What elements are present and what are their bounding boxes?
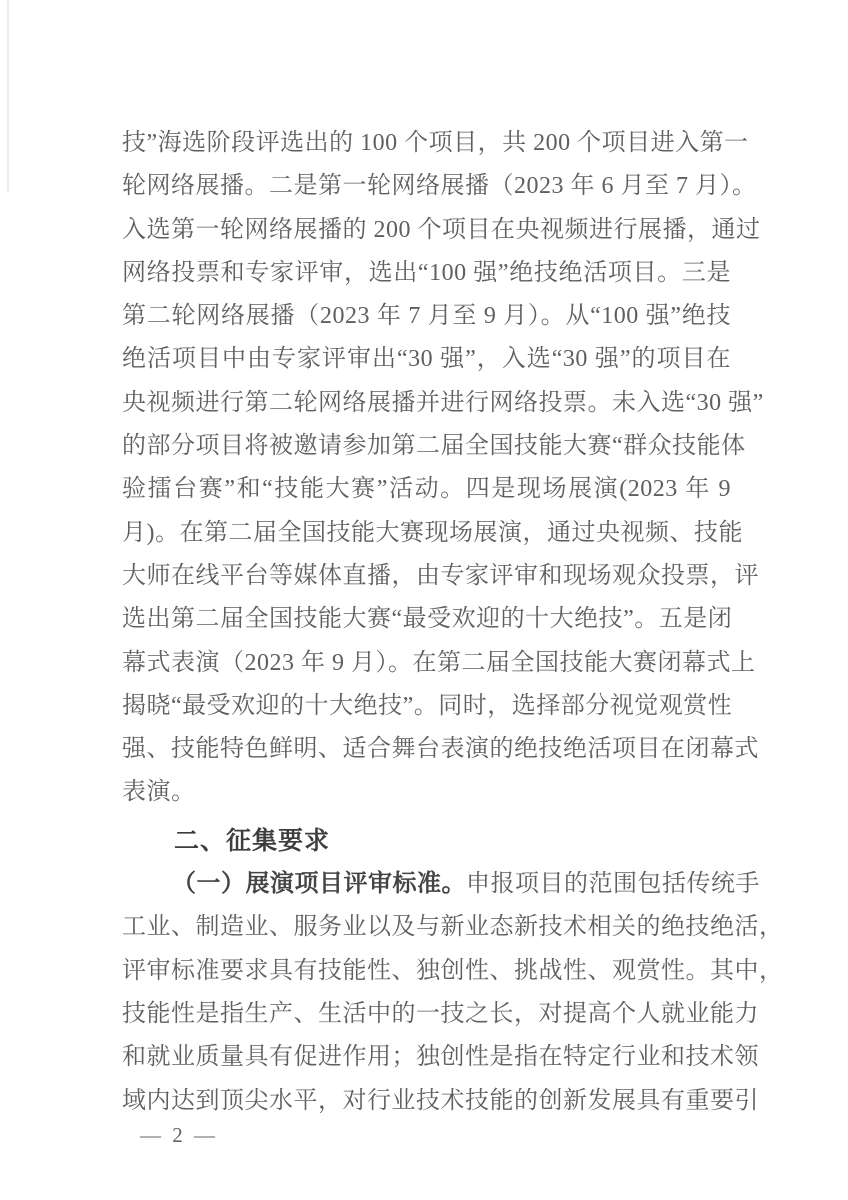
paragraph-line: 网络投票和专家评审，选出“100 强”绝技绝活项目。三是 <box>122 259 731 286</box>
paragraph-line: 的部分项目将被邀请参加第二届全国技能大赛“群众技能体 <box>122 433 746 460</box>
paragraph-line: 幕式表演（2023 年 9 月）。在第二届全国技能大赛闭幕式上 <box>122 649 756 676</box>
paragraph-line: 表演。 <box>122 779 196 806</box>
paragraph-line: 验擂台赛”和“技能大赛”活动。四是现场展演(2023 年 9 <box>122 476 731 503</box>
paragraph-line: 月)。在第二届全国技能大赛现场展演，通过央视频、技能 <box>122 519 743 546</box>
paragraph-line: 大师在线平台等媒体直播，由专家评审和现场观众投票，评 <box>122 562 759 589</box>
paragraph-line: 评审标准要求具有技能性、独创性、挑战性、观赏性。其中， <box>122 957 784 984</box>
subsection-title: （一）展演项目评审标准。 <box>172 871 466 898</box>
paragraph-line <box>122 863 760 906</box>
paragraph-line: 绝活项目中由专家评审出“30 强”，入选“30 强”的项目在 <box>122 346 731 373</box>
paragraph-line: 第二轮网络展播（2023 年 7 月至 9 月）。从“100 强”绝技 <box>122 303 731 330</box>
paragraph-line: 入选第一轮网络展播的 200 个项目在央视频进行展播，通过 <box>122 216 761 243</box>
paragraph-line: 选出第二届全国技能大赛“最受欢迎的十大绝技”。五是闭 <box>122 606 733 633</box>
paragraph-line: 揭晓“最受欢迎的十大绝技”。同时，选择部分视觉观赏性 <box>122 692 733 719</box>
paragraph-line: 强、技能特色鲜明、适合舞台表演的绝技绝活项目在闭幕式 <box>122 736 759 763</box>
paragraph-line: 央视频进行第二轮网络展播并进行网络投票。未入选“30 强” <box>122 389 764 416</box>
paragraph-line: 域内达到顶尖水平，对行业技术技能的创新发展具有重要引 <box>122 1087 759 1114</box>
paragraph-line: 和就业质量具有促进作用；独创性是指在特定行业和技术领 <box>122 1044 759 1071</box>
page-number: — 2 — <box>140 1123 218 1147</box>
paragraph-line: 工业、制造业、服务业以及与新业态新技术相关的绝技绝活， <box>122 914 784 941</box>
document-text-block <box>122 122 784 1123</box>
scan-edge-artifact <box>7 0 9 192</box>
paragraph-line: 技”海选阶段评选出的 100 个项目，共 200 个项目进入第一 <box>122 130 749 156</box>
paragraph-line: 技能性是指生产、生活中的一技之长，对提高个人就业能力 <box>122 1000 759 1027</box>
paragraph-text: 申报项目的范围包括传统手 <box>466 871 760 898</box>
paragraph-line: 轮网络展播。二是第一轮网络展播（2023 年 6 月至 7 月）。 <box>122 173 757 200</box>
section-heading: 二、征集要求 <box>174 827 331 855</box>
